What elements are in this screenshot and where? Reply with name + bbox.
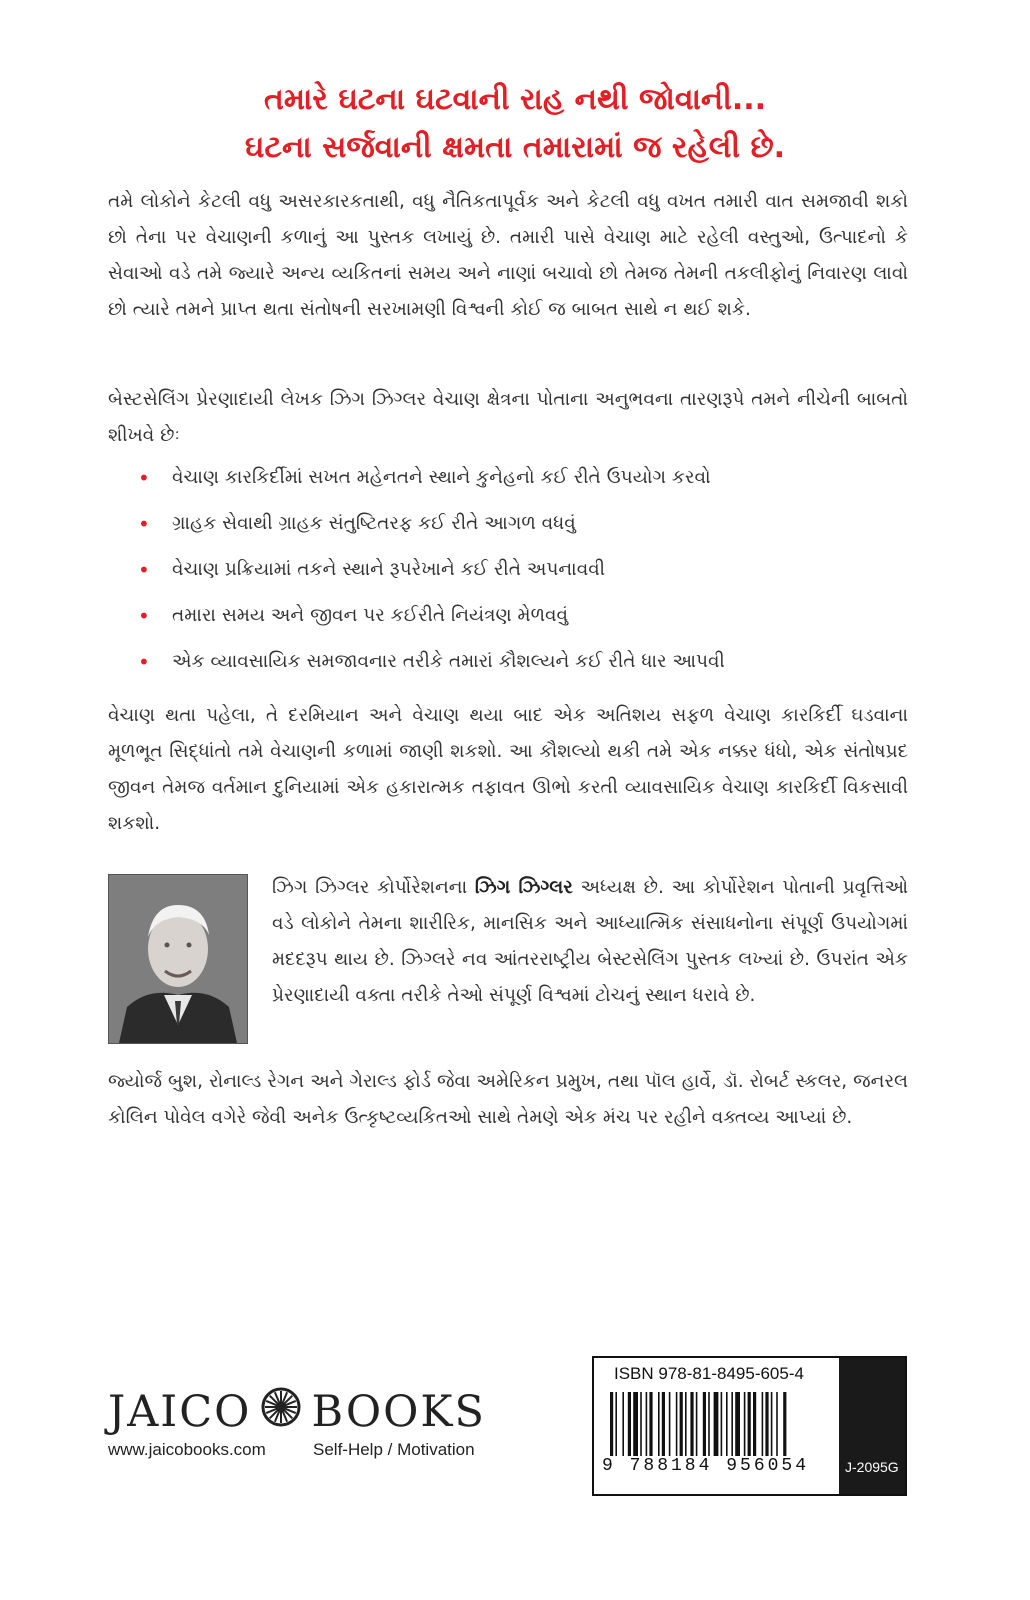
lesson-item (108, 506, 908, 552)
bio-details: અધ્યક્ષ છે. આ કોર્પોરેશન પોતાની પ્રવૃત્તિઓ વડે લોકોને તેમના શારીરિક, માનસિક અને આધ્યાત્મિક સંસાધનોના સંપૂર્ણ ઉપયોગમાં મદદરૂપ થાય છે. ઝિગ્લરે નવ આંતરરાષ્ટ્રીય બેસ્ટસેલિંગ પુસ્તક લખ્યાં છે. ઉપરાંત એક પ્રેરણાદાયી વક્તા તરીકે તેઓ સંપૂર્ણ વિશ્વમાં ટોચનું સ્થાન ધરાવે છે. (272, 877, 908, 1006)
barcode-stripe (735, 1392, 740, 1456)
barcode-stripe (662, 1392, 665, 1456)
lesson-item (108, 552, 908, 598)
isbn-barcode (592, 1356, 907, 1496)
barcode-digits: 9 788184 956054 (602, 1456, 810, 1476)
barcode-stripe (783, 1392, 786, 1456)
barcode-stripe (748, 1392, 751, 1456)
barcode-stripe (646, 1392, 648, 1456)
barcode-stripe (615, 1392, 617, 1456)
barcode-stripe (714, 1392, 719, 1456)
barcode-stripe (696, 1392, 698, 1456)
product-code: J-2095G (845, 1459, 899, 1475)
author-photo (108, 874, 248, 1044)
barcode-stripe (640, 1392, 642, 1456)
barcode-stripe (731, 1392, 733, 1456)
lesson-text: તમારા સમય અને જીવન પર કઈરીતે નિયંત્રણ મેળવવું (172, 605, 569, 626)
bullet-icon: • (138, 558, 150, 582)
barcode-stripe (776, 1392, 778, 1456)
author-name: ઝિગ ઝિગ્લર (474, 877, 573, 898)
bio-intro: ઝિગ ઝિગ્લર કોર્પોરેશનના (272, 877, 475, 898)
barcode-stripe (685, 1392, 687, 1456)
publisher-name-right: BOOKS (311, 1387, 486, 1437)
lesson-list (108, 460, 908, 690)
barcode-stripe (726, 1392, 728, 1456)
barcode-stripe (610, 1392, 613, 1456)
barcode-stripe (721, 1392, 723, 1456)
lesson-item (108, 460, 908, 506)
barcode-stripe (680, 1392, 683, 1456)
publisher-logo (108, 1384, 486, 1440)
intro-paragraph: તમે લોકોને કેટલી વધુ અસરકારકતાથી, વધુ નૈતિકતાપૂર્વક અને કેટલી વધુ વખત તમારી વાત સમજાવી શકો છો તેના પર વેચાણની કળાનું આ પુસ્તક લખાયું છે. તમારી પાસે વેચાણ માટે રહેલી વસ્તુઓ, ઉત્પાદનો કે સેવાઓ વડે તમે જ્યારે અન્ય વ્યકિતનાં સમય અને નાણાં બચાવો છો તેમજ તેમની તકલીફોનું નિવારણ લાવો છો ત્યારે તમને પ્રાપ્ત થતા સંતોષની સરખામણી વિશ્વની કોઈ જ બાબત સાથે ન થઈ શકે. (108, 191, 908, 320)
barcode-stripe (753, 1392, 756, 1456)
publisher-website[interactable]: www.jaicobooks.com (108, 1440, 266, 1459)
headline (0, 76, 1030, 172)
barcode-stripe (708, 1392, 710, 1456)
barcode-stripe (628, 1392, 631, 1456)
barcode-stripe (622, 1392, 624, 1456)
outcome-paragraph: વેચાણ થતા પહેલા, તે દરમિયાન અને વેચાણ થયા બાદ એક અતિશય સફળ વેચાણ કારકિર્દી ઘડવાના મૂળભૂત સિદ્ધાંતો તમે વેચાણની કળામાં જાણી શકશો. આ કૌશલ્યો થકી તમે એક નક્કર ધંધો, એક સંતોષપ્રદ જીવન તેમજ વર્તમાન દુનિયામાં એક હકારાત્મક તફાવત ઊભો કરતી વ્યાવસાયિક વેચાણ કારકિર્દી વિકસાવી શકશો. (108, 705, 908, 834)
lesson-text: વેચાણ કારકિર્દીમાં સખત મહેનતને સ્થાને કુનેહનો કઈ રીતે ઉપયોગ કરવો (172, 467, 711, 488)
barcode-stripe (690, 1392, 693, 1456)
lesson-text: વેચાણ પ્રક્રિયામાં તકને સ્થાને રૂપરેખાને કઈ રીતે અપનાવવી (172, 559, 606, 580)
headline-line-2: ઘટના સર્જવાની ક્ષમતા તમારામાં જ રહેલી છે. (244, 130, 786, 165)
bullet-icon: • (138, 512, 150, 536)
barcode-stripe (703, 1392, 706, 1456)
lesson-text: ગ્રાહક સેવાથી ગ્રાહક સંતુષ્ટિતરફ કઈ રીતે આગળ વધવું (172, 513, 576, 534)
barcode-stripe (771, 1392, 773, 1456)
bullet-icon: • (138, 650, 150, 674)
speakers-paragraph: જ્યોર્જ બુશ, રોનાલ્ડ રેગન અને ગેરાલ્ડ ફોર્ડ જેવા અમેરિકન પ્રમુખ, તથા પૉલ હાર્વે, ડૉ. રોબર્ટ સ્કલર, જનરલ કોલિન પોવેલ વગેરે જેવી અનેક ઉત્કૃષ્ટવ્યકિતઓ સાથે તેમણે એક મંચ પર રહીને વક્તવ્ય આપ્યાં છે. (108, 1071, 908, 1128)
barcode-stripe (744, 1392, 746, 1456)
barcode-stripe (762, 1392, 764, 1456)
lead-paragraph: બેસ્ટસેલિંગ પ્રેરણાદાયી લેખક ઝિગ ઝિગ્લર વેચાણ ક્ષેત્રના પોતાના અનુભવના તારણરૂપે તમને નીચેની બાબતો શીખવે છેઃ (108, 389, 908, 446)
chakra-icon (261, 1387, 301, 1438)
product-code-tag (839, 1358, 905, 1494)
bullet-icon: • (138, 466, 150, 490)
barcode-stripe (669, 1392, 671, 1456)
lesson-item (108, 598, 908, 644)
lesson-item (108, 644, 908, 690)
headline-line-1: તમારે ઘટના ઘટવાની રાહ નથી જોવાની... (263, 82, 767, 117)
publisher-name-left: JAICO (108, 1387, 252, 1437)
book-category: Self-Help / Motivation (313, 1440, 475, 1459)
lesson-text: એક વ્યાવસાયિક સમજાવનાર તરીકે તમારાં કૌશલ્યને કઈ રીતે ધાર આપવી (172, 651, 725, 672)
barcode-stripe (765, 1392, 768, 1456)
barcode-stripe (676, 1392, 678, 1456)
bullet-icon: • (138, 604, 150, 628)
author-bio (272, 870, 908, 1014)
isbn-label: ISBN 978-81-8495-605-4 (614, 1364, 804, 1383)
barcode-stripe (633, 1392, 638, 1456)
barcode-stripe (658, 1392, 660, 1456)
barcode-bars (610, 1392, 822, 1456)
barcode-stripe (649, 1392, 652, 1456)
